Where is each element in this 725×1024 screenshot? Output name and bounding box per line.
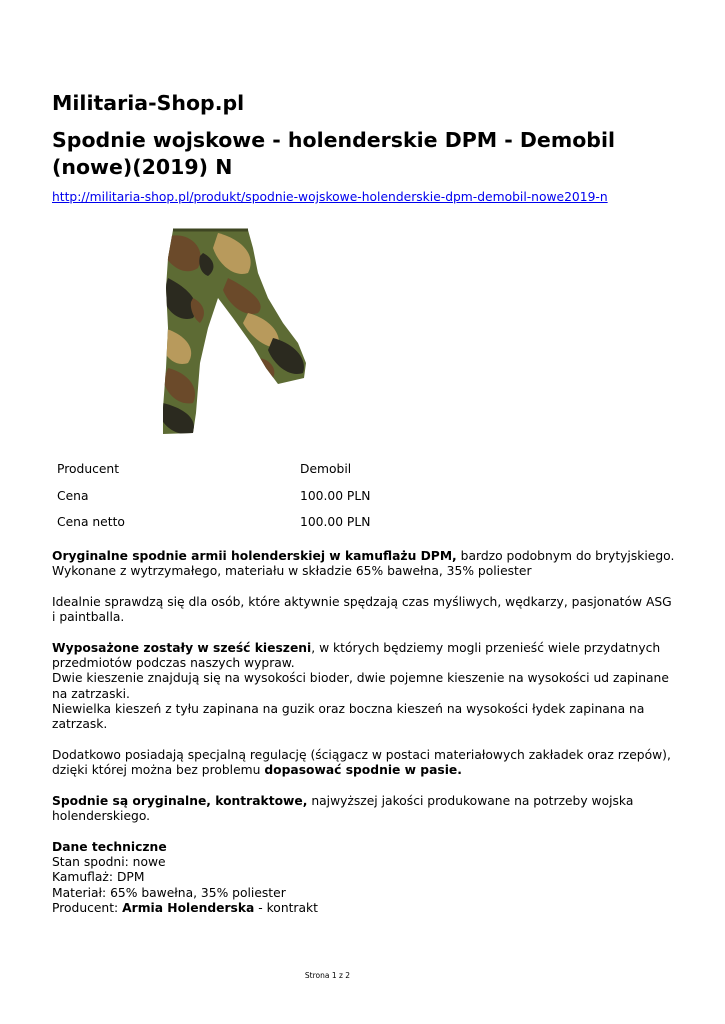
- spec-label: Cena: [57, 488, 89, 503]
- desc-paragraph-pockets: [52, 641, 677, 733]
- spec-value: Demobil: [300, 462, 352, 477]
- desc-text: bardzo podobnym do brytyjskiego.: [456, 549, 675, 563]
- product-description: [52, 549, 677, 931]
- desc-text: Dwie kieszenie znajdują się na wysokości bioder, dwie pojemne kieszenie na wysokości ud zapinane na zatrzaski.: [52, 671, 669, 701]
- page-footer: [0, 971, 725, 980]
- spec-value: 100.00 PLN: [300, 488, 371, 503]
- desc-bold: dopasować spodnie w pasie.: [264, 763, 462, 778]
- desc-text: Dodatkowo posiadają specjalną regulację (ściągacz w postaci materiałowych zakładek oraz rzepów), dzięki której można bez problemu: [52, 747, 671, 778]
- shop-name: Militaria-Shop.pl: [52, 91, 245, 115]
- desc-bold: Oryginalne spodnie armii holenderskiej w kamuflażu DPM,: [52, 549, 457, 563]
- desc-text: , w których będziemy mogli przenieść wiele przydatnych przedmiotów podczas naszych wypraw.: [52, 640, 661, 671]
- spec-label: Producent: [57, 462, 120, 477]
- table-row: [52, 483, 375, 510]
- desc-paragraph-intro: [52, 549, 677, 580]
- product-image: [108, 218, 378, 444]
- desc-text: Wykonane z wytrzymałego, materiału w składzie 65% bawełna, 35% poliester: [52, 564, 532, 579]
- spec-label: Cena netto: [57, 515, 125, 530]
- desc-bold: Wyposażone zostały w sześć kieszeni: [52, 640, 312, 655]
- desc-paragraph-regulation: [52, 748, 677, 779]
- tech-line: Producent:: [52, 900, 123, 915]
- desc-text: Niewielka kieszeń z tyłu zapinana na guzik oraz boczna kieszeń na wysokości łydek zapinana na zatrzask.: [52, 701, 645, 732]
- table-row: [52, 456, 375, 483]
- desc-text: najwyższej jakości produkowane na potrzeby wojska holenderskiego.: [52, 793, 634, 824]
- tech-heading: Dane techniczne: [52, 839, 167, 854]
- tech-line: Stan spodni: nowe: [52, 854, 166, 869]
- tech-line: Materiał: 65% bawełna, 35% poliester: [52, 885, 286, 900]
- product-link[interactable]: http://militaria-shop.pl/produkt/spodnie-wojskowe-holenderskie-dpm-demobil-nowe2019-n: [52, 190, 608, 204]
- camo-trousers-illustration: [108, 218, 378, 444]
- spec-table: [52, 456, 375, 536]
- desc-paragraph-original: [52, 794, 677, 825]
- tech-line: Kamuflaż: DPM: [52, 870, 145, 885]
- page-number: Strona 1 z 2: [304, 971, 351, 980]
- desc-bold: Spodnie są oryginalne, kontraktowe,: [52, 793, 308, 808]
- table-row: [52, 509, 375, 536]
- product-title: Spodnie wojskowe - holenderskie DPM - Demobil (nowe)(2019) N: [52, 128, 616, 179]
- spec-value: 100.00 PLN: [300, 515, 371, 530]
- tech-line: - kontrakt: [254, 900, 318, 915]
- desc-bold: Armia Holenderska: [122, 900, 255, 915]
- tech-specs: [52, 840, 677, 916]
- desc-paragraph-usage: Idealnie sprawdzą się dla osób, które aktywnie spędzają czas myśliwych, wędkarzy, pasjonatów ASG i paintballa.: [52, 594, 672, 625]
